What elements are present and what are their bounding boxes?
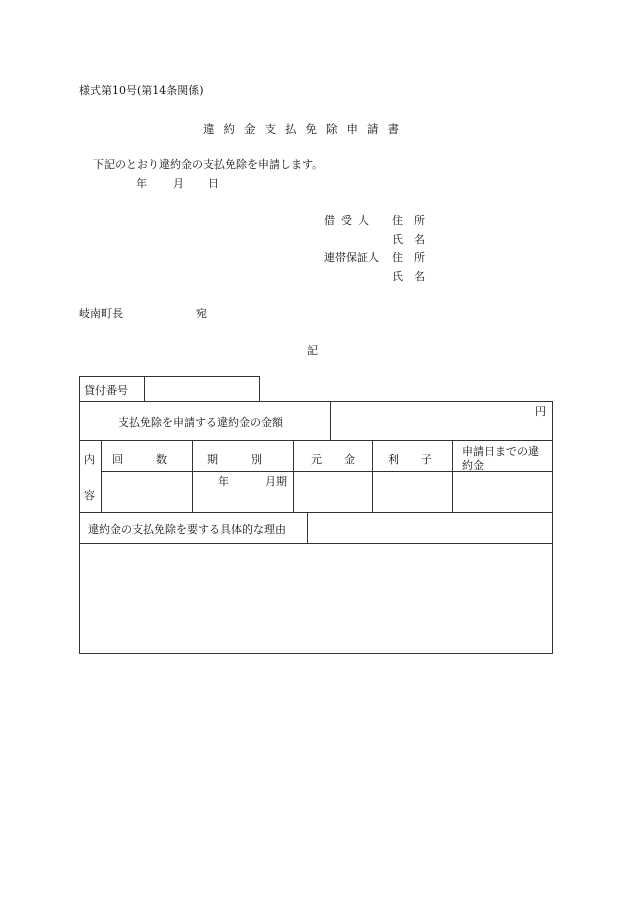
reason-label: 違約金の支払免除を要する具体的な理由 [88, 523, 286, 536]
yen-unit: 円 [535, 405, 546, 418]
date-month: 月 [173, 177, 184, 190]
principal-field[interactable] [295, 473, 371, 511]
date-day: 日 [208, 177, 219, 190]
loan-number-label: 貸付番号 [84, 384, 128, 397]
addressee-mayor: 岐南町長 [79, 307, 123, 320]
col-principal-header: 元 金 [311, 453, 355, 466]
reason-field[interactable] [81, 545, 551, 652]
period-month-label: 月期 [265, 475, 287, 488]
content-label-bottom: 容 [84, 489, 95, 502]
guarantor-address-label: 住 所 [392, 251, 425, 264]
times-field[interactable] [103, 473, 191, 511]
guarantor-name-label: 氏 名 [392, 270, 425, 283]
col-period-header: 期 別 [207, 453, 262, 466]
col-penalty-header-1: 申請日までの違 [462, 445, 539, 458]
borrower-label: 借受人 [324, 214, 375, 227]
guarantor-label: 連帯保証人 [324, 251, 379, 264]
col-penalty-header-2: 約金 [462, 459, 484, 472]
col-interest-header: 利 子 [388, 453, 432, 466]
interest-field[interactable] [374, 473, 451, 511]
borrower-address-label: 住 所 [392, 214, 425, 227]
amount-field[interactable] [332, 403, 551, 439]
period-year-label: 年 [218, 475, 229, 488]
addressee-suffix: 宛 [196, 307, 207, 320]
intro-text: 下記のとおり違約金の支払免除を申請します。 [93, 158, 324, 171]
amount-label: 支払免除を申請する違約金の金額 [118, 416, 283, 429]
form-number: 様式第10号(第14条関係) [79, 84, 204, 97]
col-times-header: 回 数 [112, 453, 167, 466]
loan-number-field[interactable] [146, 378, 258, 400]
page-title: 違約金支払免除申請書 [203, 122, 408, 136]
record-heading: 記 [307, 344, 318, 357]
date-year: 年 [136, 177, 147, 190]
content-label-top: 内 [84, 453, 95, 466]
penalty-field[interactable] [454, 473, 551, 511]
borrower-name-label: 氏 名 [392, 233, 425, 246]
